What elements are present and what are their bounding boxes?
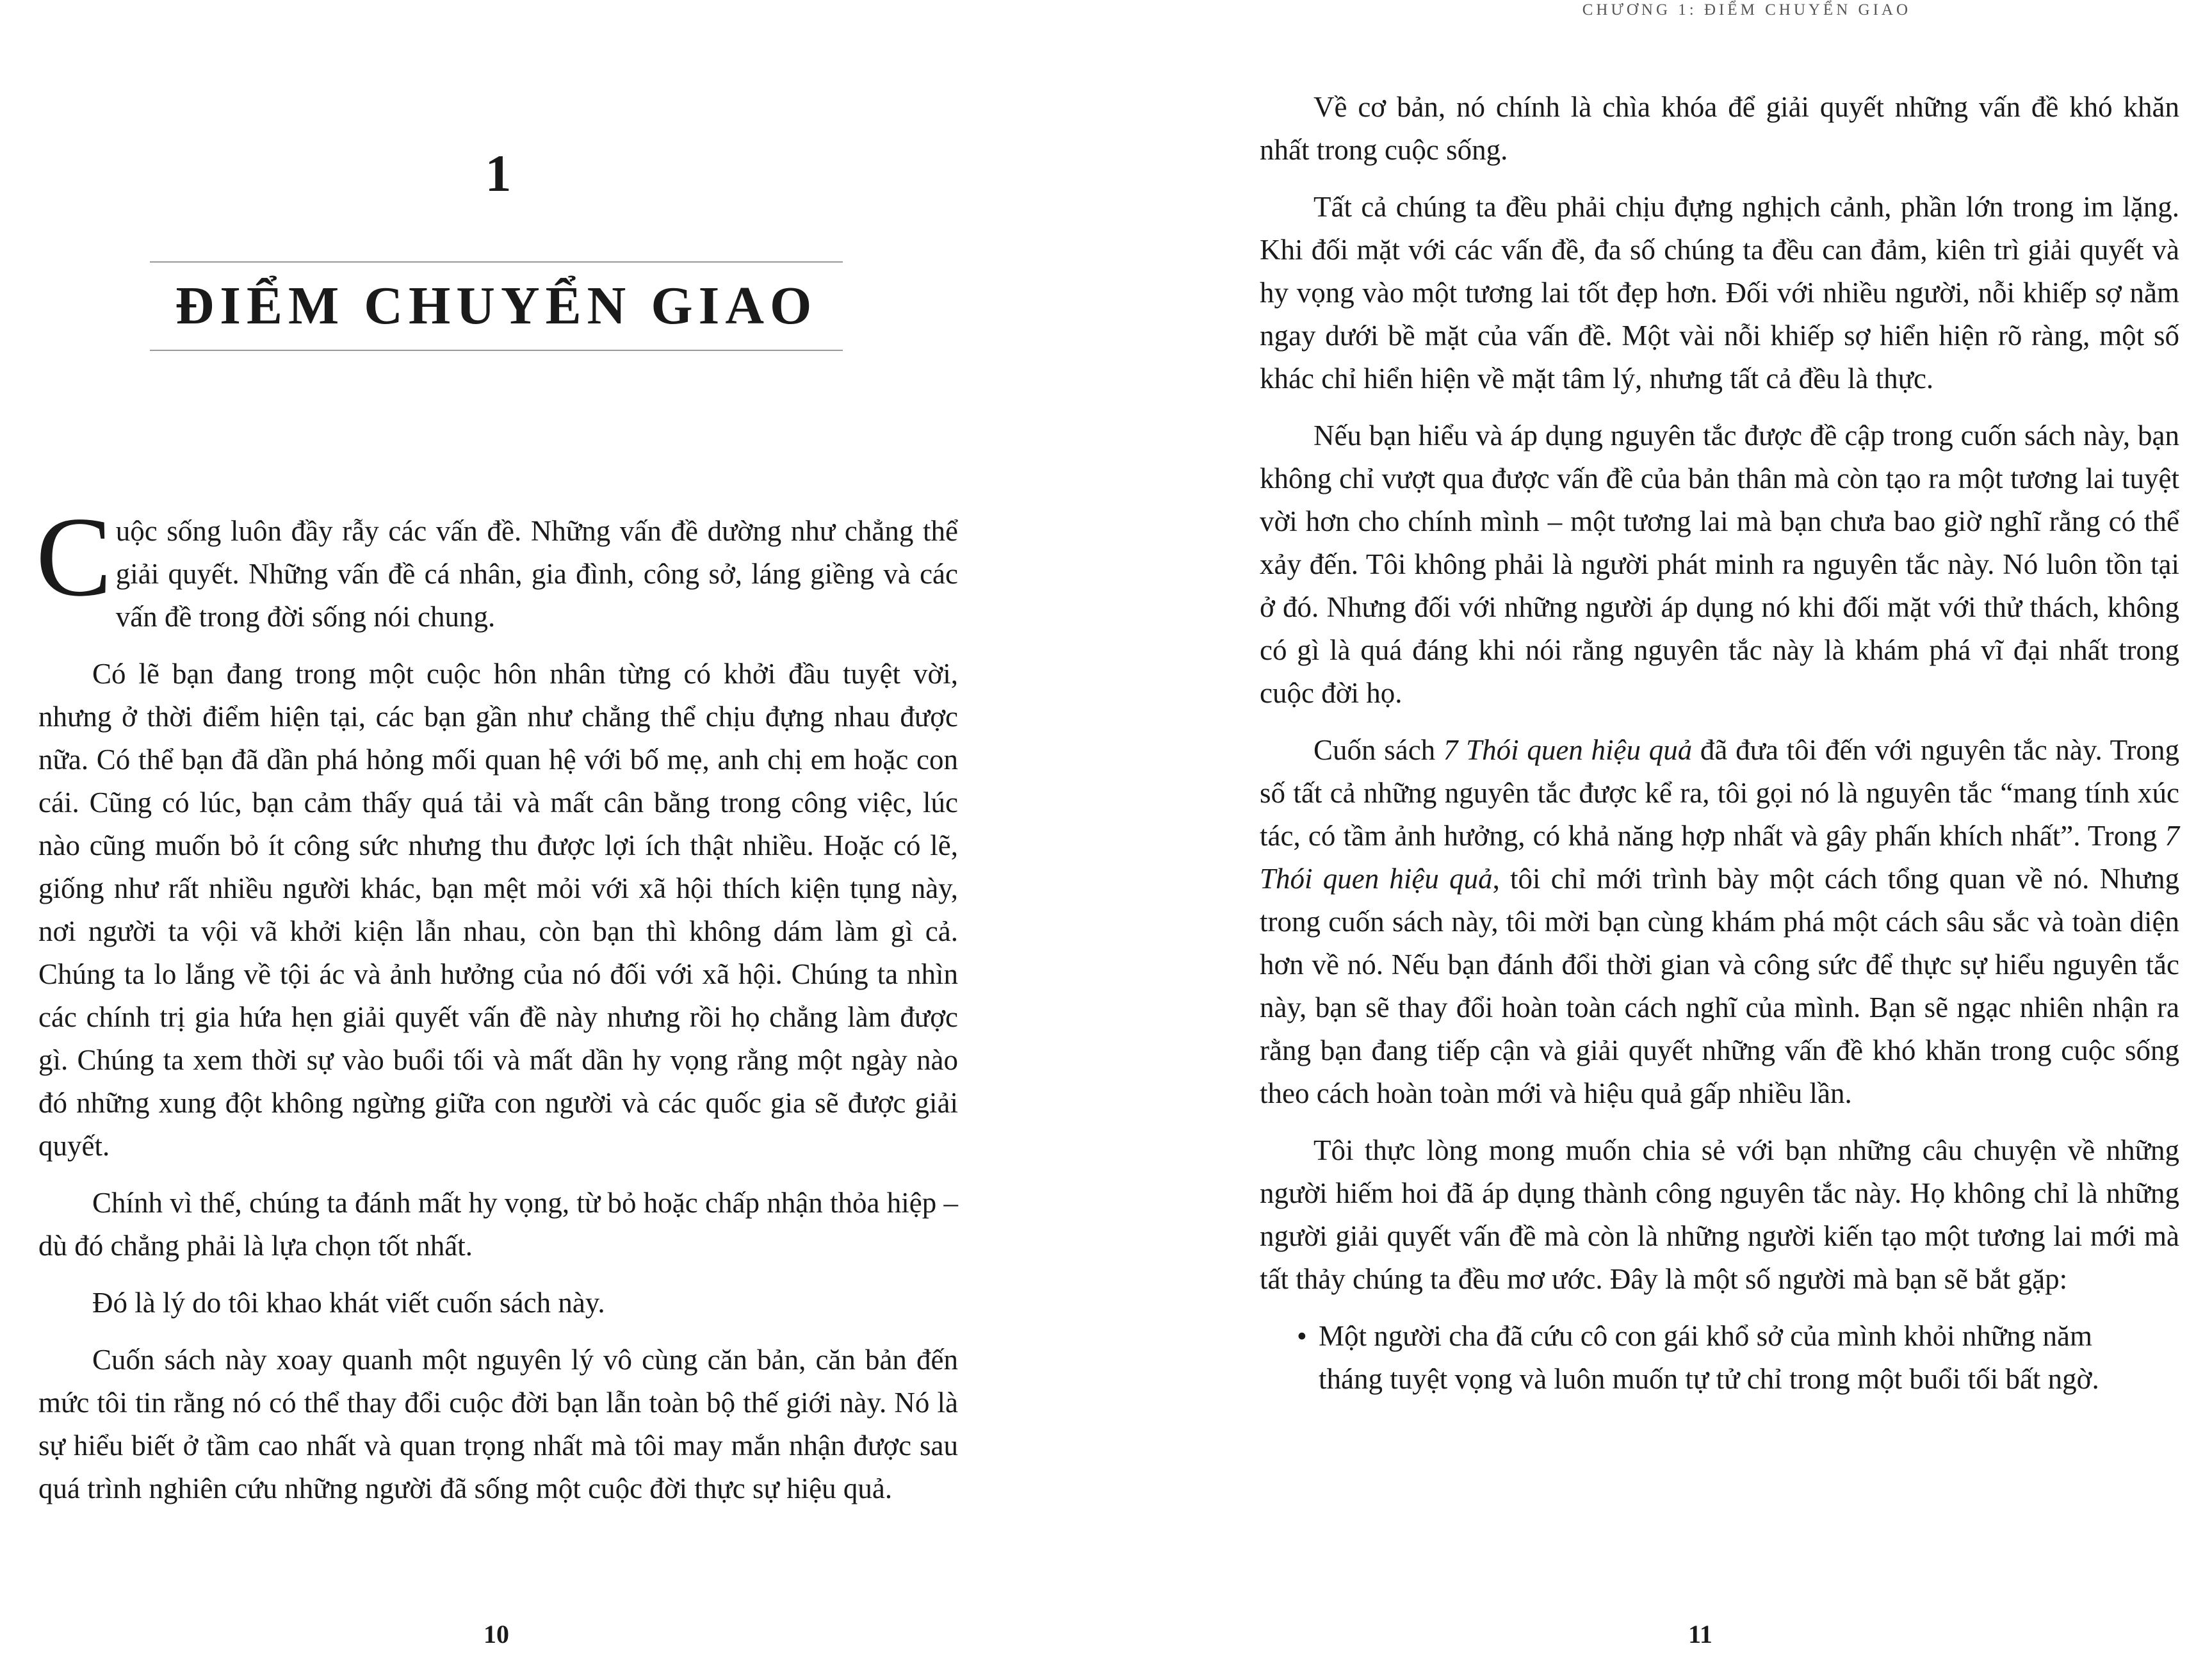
- paragraph: Có lẽ bạn đang trong một cuộc hôn nhân từng có khởi đầu tuyệt vời, nhưng ở thời điểm hiện tại, các bạn gần như chẳng thể chịu đựng nhau được nữa. Có thể bạn đã dần phá hỏng mối quan hệ với bố mẹ, anh chị em hoặc con cái. Cũng có lúc, bạn cảm thấy quá tải và mất cân bằng trong công việc, lúc nào cũng muốn bỏ ít công sức nhưng thu được lợi ích thật nhiều. Hoặc có lẽ, giống như rất nhiều người khác, bạn mệt mỏi với xã hội thích kiện tụng này, nơi người ta vội vã khởi kiện lẫn nhau, còn bạn thì không dám làm gì cả. Chúng ta lo lắng về tội ác và ảnh hưởng của nó đối với xã hội. Chúng ta nhìn các chính trị gia hứa hẹn giải quyết vấn đề này nhưng rồi họ chẳng làm được gì. Chúng ta xem thời sự vào buổi tối và mất dần hy vọng rằng một ngày nào đó những xung đột không ngừng giữa con người và các quốc gia sẽ được giải quyết.: [38, 658, 958, 1162]
- chapter-number: 1: [485, 144, 512, 202]
- first-paragraph-text: uộc sống luôn đầy rẫy các vấn đề. Những vấn đề dường như chẳng thể giải quyết. Những vấn đề cá nhân, gia đình, công sở, láng giềng và các vấn đề trong đời sống nói chung.: [115, 515, 958, 633]
- running-header: CHƯƠNG 1: ĐIỂM CHUYỂN GIAO: [1582, 1, 1911, 19]
- chapter-title: ĐIỂM CHUYỂN GIAO: [175, 276, 818, 336]
- first-paragraph: [36, 493, 958, 639]
- page-number: 10: [484, 1620, 509, 1649]
- right-body-text: [1260, 86, 2179, 1401]
- paragraph: Chính vì thế, chúng ta đánh mất hy vọng, từ bỏ hoặc chấp nhận thỏa hiệp – dù đó chẳng phải là lựa chọn tốt nhất.: [38, 1187, 958, 1262]
- paragraph: Đó là lý do tôi khao khát viết cuốn sách này.: [92, 1287, 605, 1319]
- paragraph: Cuốn sách này xoay quanh một nguyên lý vô cùng căn bản, căn bản đến mức tôi tin rằng nó có thể thay đổi cuộc đời bạn lẫn toàn bộ thế giới này. Nó là sự hiểu biết ở tầm cao nhất và quan trọng nhất mà tôi may mắn nhận được sau quá trình nghiên cứu những người đã sống một cuộc đời thực sự hiệu quả.: [38, 1344, 958, 1504]
- list-item: [1260, 1315, 2179, 1401]
- paragraph: Nếu bạn hiểu và áp dụng nguyên tắc được đề cập trong cuốn sách này, bạn không chỉ vượt qua được vấn đề của bản thân mà còn tạo ra một tương lai tuyệt vời hơn cho chính mình – một tương lai mà bạn chưa bao giờ nghĩ rằng có thể xảy đến. Tôi không phải là người phát minh ra nguyên tắc này. Nó luôn tồn tại ở đó. Nhưng đối với những người áp dụng nó khi đối mặt với thử thách, không có gì là quá đáng khi nói rằng nguyên tắc này là khám phá vĩ đại nhất trong cuộc đời họ.: [1260, 420, 2179, 709]
- right-page: [1106, 0, 2212, 1662]
- bullet-list: [1260, 1315, 2179, 1401]
- bullet-icon: •: [1297, 1320, 1307, 1352]
- paragraph: Về cơ bản, nó chính là chìa khóa để giải quyết những vấn đề khó khăn nhất trong cuộc sống.: [1260, 91, 2179, 166]
- book-title-italic: 7 Thói quen hiệu quả: [1260, 820, 2179, 895]
- list-item-text: Một người cha đã cứu cô con gái khổ sở của mình khỏi những năm tháng tuyệt vọng và luôn muốn tự tử chỉ trong một buổi tối bất ngờ.: [1319, 1320, 2099, 1395]
- left-body-text: [36, 493, 958, 1524]
- page-number: 11: [1688, 1620, 1712, 1649]
- chapter-title-top-rule: [150, 261, 843, 263]
- paragraph: [1260, 729, 2179, 1115]
- drop-cap: C: [36, 493, 112, 620]
- paragraph: Tất cả chúng ta đều phải chịu đựng nghịch cảnh, phần lớn trong im lặng. Khi đối mặt với các vấn đề, đa số chúng ta đều can đảm, kiên trì giải quyết và hy vọng vào một tương lai tốt đẹp hơn. Đối với nhiều người, nỗi khiếp sợ nằm ngay dưới bề mặt của vấn đề. Một vài nỗi khiếp sợ hiển hiện rõ ràng, một số khác chỉ hiển hiện về mặt tâm lý, nhưng tất cả đều là thực.: [1260, 191, 2179, 395]
- chapter-title-bottom-rule: [150, 350, 843, 351]
- book-title-italic: 7 Thói quen hiệu quả: [1443, 734, 1693, 766]
- paragraph-text: , tôi chỉ mới trình bày một cách tổng quan về nó. Nhưng trong cuốn sách này, tôi mời bạn cùng khám phá một cách sâu sắc và toàn diện hơn về nó. Nếu bạn đánh đổi thời gian và công sức để thực sự hiểu nguyên tắc này, bạn sẽ thay đổi hoàn toàn cách nghĩ của mình. Bạn sẽ ngạc nhiên nhận ra rằng bạn đang tiếp cận và giải quyết những vấn đề khó khăn trong cuộc sống theo cách hoàn toàn mới và hiệu quả gấp nhiều lần.: [1260, 863, 2179, 1109]
- paragraph-text: đã đưa tôi đến với nguyên tắc này. Trong số tất cả những nguyên tắc được kể ra, tôi gọi nó là nguyên tắc “mang tính xúc tác, có tầm ảnh hưởng, có khả năng hợp nhất và gây phấn khích nhất”. Trong: [1260, 734, 2179, 852]
- paragraph: Tôi thực lòng mong muốn chia sẻ với bạn những câu chuyện về những người hiếm hoi đã áp dụng thành công nguyên tắc này. Họ không chỉ là những người giải quyết vấn đề mà còn là những người kiến tạo một tương lai mới mà tất thảy chúng ta đều mơ ước. Đây là một số người mà bạn sẽ bắt gặp:: [1260, 1134, 2179, 1295]
- paragraph-text: Cuốn sách: [1313, 734, 1443, 766]
